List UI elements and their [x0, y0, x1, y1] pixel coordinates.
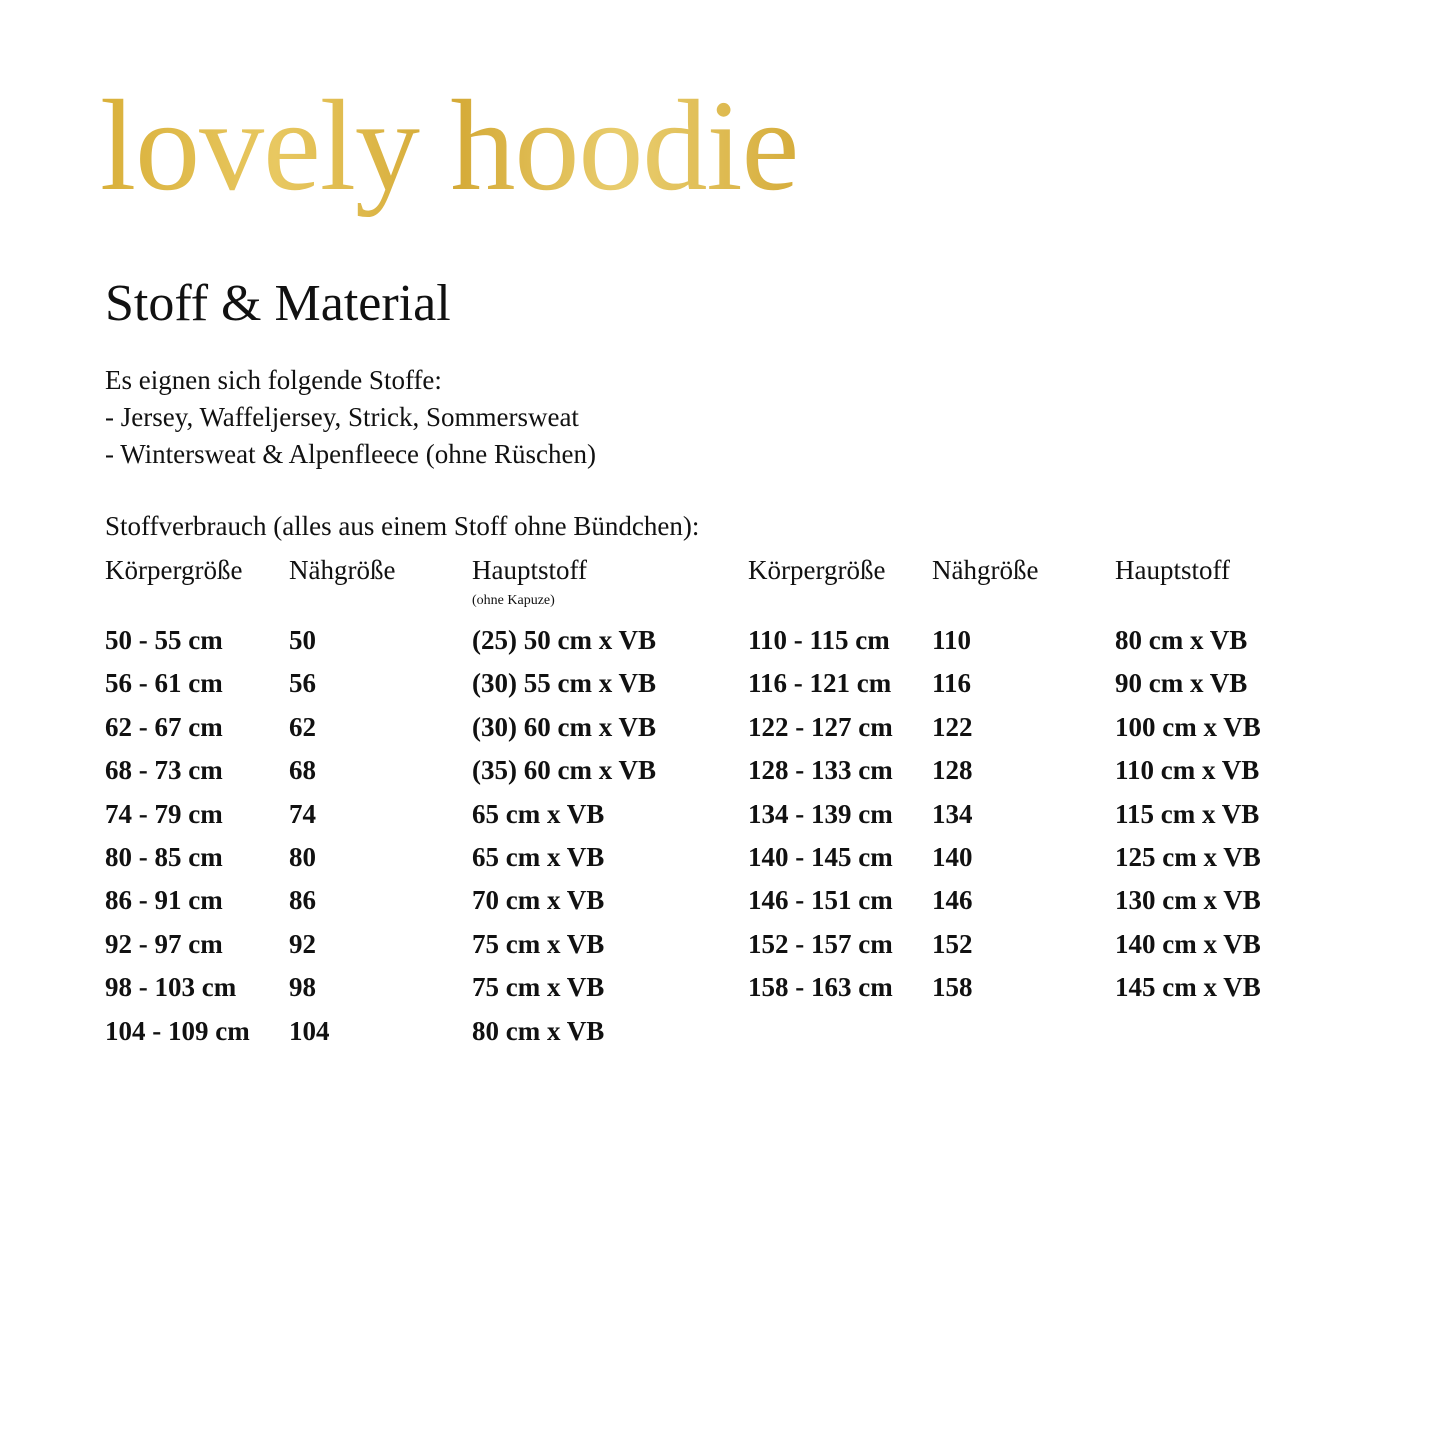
cell-body-size: 152 - 157 cm	[748, 928, 893, 959]
table-row	[105, 751, 725, 794]
cell-main-fabric: 75 cm x VB	[472, 928, 605, 959]
cell-main-fabric: 115 cm x VB	[1115, 798, 1260, 829]
cell-sewing-size: 140	[932, 841, 973, 872]
cell-main-fabric: 80 cm x VB	[472, 1015, 605, 1046]
cell-main-fabric: 110 cm x VB	[1115, 755, 1260, 786]
column-header-note: (ohne Kapuze)	[472, 593, 555, 608]
cell-sewing-size: 74	[289, 798, 316, 829]
cell-body-size: 110 - 115 cm	[748, 625, 890, 655]
cell-main-fabric: 125 cm x VB	[1115, 841, 1261, 872]
cell-body-size: 140 - 145 cm	[748, 841, 893, 872]
cell-sewing-size: 152	[932, 928, 973, 959]
cell-sewing-size: 62	[289, 711, 316, 742]
table-row	[748, 925, 1368, 968]
cell-main-fabric: 90 cm x VB	[1115, 668, 1248, 699]
cell-sewing-size: 116	[932, 668, 972, 699]
table-row	[748, 968, 1368, 1011]
cell-main-fabric: (25) 50 cm x VB	[472, 625, 656, 655]
cell-main-fabric: 75 cm x VB	[472, 972, 605, 1003]
table-row	[748, 751, 1368, 794]
cell-sewing-size: 110	[932, 625, 972, 655]
cell-sewing-size: 56	[289, 668, 316, 699]
cell-sewing-size: 98	[289, 972, 316, 1003]
section-heading: Stoff & Material	[105, 275, 451, 332]
cell-sewing-size: 104	[289, 1015, 330, 1046]
cell-body-size: 122 - 127 cm	[748, 711, 893, 742]
table-row	[748, 838, 1368, 881]
cell-main-fabric: 140 cm x VB	[1115, 928, 1261, 959]
cell-body-size: 98 - 103 cm	[105, 972, 237, 1003]
cell-sewing-size: 50	[289, 625, 316, 655]
cell-main-fabric: (30) 60 cm x VB	[472, 711, 656, 742]
cell-main-fabric: 65 cm x VB	[472, 798, 605, 829]
table-row	[105, 968, 725, 1011]
cell-sewing-size: 134	[932, 798, 973, 829]
cell-body-size: 128 - 133 cm	[748, 755, 893, 786]
fabric-suitability-item: - Jersey, Waffeljersey, Strick, Sommersweat	[105, 402, 579, 432]
cell-main-fabric: (30) 55 cm x VB	[472, 668, 656, 699]
table-body	[748, 621, 1368, 1012]
fabric-suitability-item: - Wintersweat & Alpenfleece (ohne Rüschen)	[105, 439, 596, 469]
table-row	[105, 795, 725, 838]
table-row	[748, 621, 1368, 664]
cell-sewing-size: 146	[932, 885, 973, 916]
page-title: lovely hoodie	[100, 66, 798, 226]
column-header-sewing-size: Nähgröße	[289, 555, 396, 585]
cell-main-fabric: (35) 60 cm x VB	[472, 755, 656, 786]
cell-body-size: 116 - 121 cm	[748, 668, 892, 699]
cell-body-size: 80 - 85 cm	[105, 841, 223, 872]
cell-main-fabric: 70 cm x VB	[472, 885, 605, 916]
table-body	[105, 621, 725, 1055]
cell-main-fabric: 65 cm x VB	[472, 841, 605, 872]
cell-body-size: 74 - 79 cm	[105, 798, 223, 829]
table-row	[105, 881, 725, 924]
cell-sewing-size: 86	[289, 885, 316, 916]
table-row	[105, 664, 725, 707]
table-row	[105, 838, 725, 881]
cell-body-size: 158 - 163 cm	[748, 972, 893, 1003]
cell-body-size: 86 - 91 cm	[105, 885, 223, 916]
column-header-sewing-size: Nähgröße	[932, 555, 1039, 585]
table-row	[105, 925, 725, 968]
cell-sewing-size: 80	[289, 841, 316, 872]
cell-body-size: 56 - 61 cm	[105, 668, 223, 699]
cell-sewing-size: 122	[932, 711, 973, 742]
column-header-main-fabric: Hauptstoff	[1115, 555, 1230, 585]
column-header-main-fabric: Hauptstoff	[472, 555, 587, 585]
cell-body-size: 68 - 73 cm	[105, 755, 223, 786]
column-header-body-size: Körpergröße	[105, 555, 243, 585]
fabric-suitability-lead: Es eignen sich folgende Stoffe:	[105, 365, 442, 395]
cell-sewing-size: 128	[932, 755, 973, 786]
table-row	[748, 795, 1368, 838]
table-row	[748, 881, 1368, 924]
cell-body-size: 62 - 67 cm	[105, 711, 223, 742]
column-header-body-size: Körpergröße	[748, 555, 886, 585]
fabric-usage-heading: Stoffverbrauch (alles aus einem Stoff ohne Bündchen):	[105, 511, 700, 541]
cell-body-size: 134 - 139 cm	[748, 798, 893, 829]
table-row	[748, 664, 1368, 707]
fabric-suitability	[105, 362, 596, 473]
cell-body-size: 146 - 151 cm	[748, 885, 893, 916]
cell-main-fabric: 100 cm x VB	[1115, 711, 1261, 742]
cell-main-fabric: 130 cm x VB	[1115, 885, 1261, 916]
cell-body-size: 50 - 55 cm	[105, 625, 223, 655]
cell-main-fabric: 80 cm x VB	[1115, 625, 1248, 655]
cell-main-fabric: 145 cm x VB	[1115, 972, 1261, 1003]
table-row	[105, 708, 725, 751]
table-row	[105, 1012, 725, 1055]
cell-sewing-size: 92	[289, 928, 316, 959]
table-row	[105, 621, 725, 664]
cell-sewing-size: 68	[289, 755, 316, 786]
cell-sewing-size: 158	[932, 972, 973, 1003]
table-row	[748, 708, 1368, 751]
cell-body-size: 104 - 109 cm	[105, 1015, 250, 1046]
cell-body-size: 92 - 97 cm	[105, 928, 223, 959]
